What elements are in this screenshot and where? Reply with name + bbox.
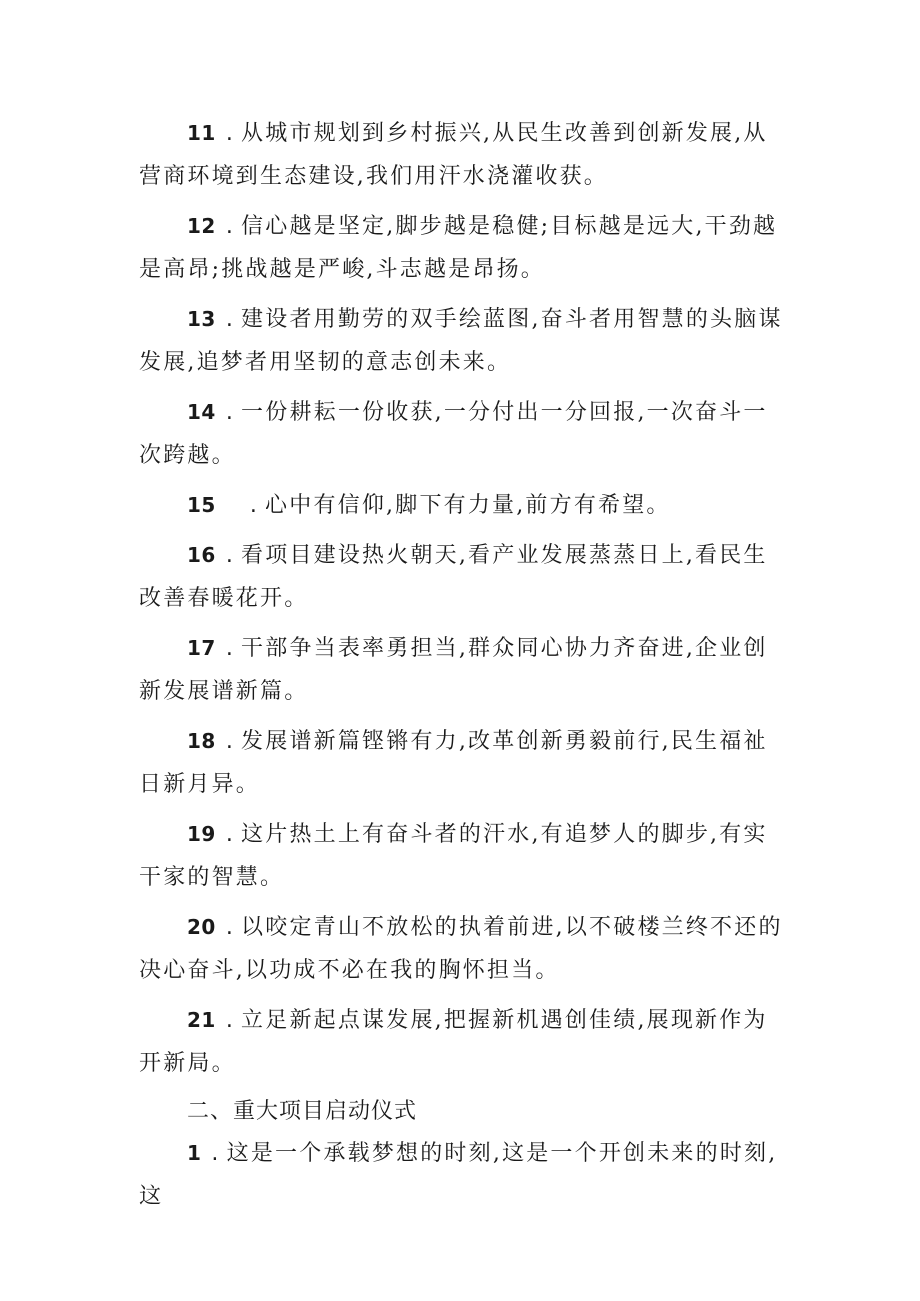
- item-separator: .: [225, 400, 236, 425]
- list-item-21: [139, 999, 791, 1085]
- item-separator: .: [225, 822, 236, 847]
- document-body: [139, 112, 791, 1225]
- list-item-15: [139, 484, 791, 527]
- item-text: 以咬定青山不放松的执着前进,以不破楼兰终不还的决心奋斗,以功成不必在我的胸怀担当。: [139, 915, 783, 983]
- list-item-13: [139, 298, 791, 384]
- item-text: 这片热土上有奋斗者的汗水,有追梦人的脚步,有实干家的智慧。: [139, 822, 768, 890]
- item-text: 这是一个承载梦想的时刻,这是一个开创未来的时刻,这: [139, 1141, 778, 1209]
- item-text: 发展谱新篇铿锵有力,改革创新勇毅前行,民生福祉日新月异。: [139, 729, 768, 797]
- item-separator: .: [225, 543, 236, 568]
- item-text: 心中有信仰,脚下有力量,前方有希望。: [265, 493, 671, 518]
- item-number: 16: [187, 543, 216, 567]
- item-number: 20: [187, 915, 216, 939]
- list-item-14: [139, 391, 791, 477]
- item-text: 立足新起点谋发展,把握新机遇创佳绩,展现新作为开新局。: [139, 1008, 768, 1076]
- item-number: 12: [187, 214, 216, 238]
- list-item-18: [139, 720, 791, 806]
- item-text: 一份耕耘一份收获,一分付出一分回报,一次奋斗一次跨越。: [139, 400, 768, 468]
- item-number: 15: [187, 493, 216, 517]
- list-item-11: [139, 112, 791, 198]
- item-number: 21: [187, 1008, 216, 1032]
- item-separator: .: [225, 636, 236, 661]
- item-number: 11: [187, 121, 216, 145]
- item-text: 看项目建设热火朝天,看产业发展蒸蒸日上,看民生改善春暖花开。: [139, 543, 768, 611]
- section-heading: 二、重大项目启动仪式: [187, 1099, 418, 1124]
- item-number: 18: [187, 729, 216, 753]
- item-separator: .: [225, 214, 236, 239]
- item-separator: .: [225, 915, 236, 940]
- item-text: 建设者用勤劳的双手绘蓝图,奋斗者用智慧的头脑谋发展,追梦者用坚韧的意志创未来。: [139, 307, 783, 375]
- item-text: 从城市规划到乡村振兴,从民生改善到创新发展,从营商环境到生态建设,我们用汗水浇灌收获。: [139, 121, 768, 189]
- item-number: 17: [187, 636, 216, 660]
- item-number: 13: [187, 307, 216, 331]
- list-item-12: [139, 205, 791, 291]
- item-number: 1: [187, 1141, 202, 1165]
- list-item-16: [139, 534, 791, 620]
- item-number: 19: [187, 822, 216, 846]
- item-text: 干部争当表率勇担当,群众同心协力齐奋进,企业创新发展谱新篇。: [139, 636, 768, 704]
- item-number: 14: [187, 400, 216, 424]
- item-separator: .: [225, 307, 236, 332]
- item-separator: .: [225, 1008, 236, 1033]
- list-item-19: [139, 813, 791, 899]
- item-text: 信心越是坚定,脚步越是稳健;目标越是远大,干劲越是高昂;挑战越是严峻,斗志越是昂扬。: [139, 214, 778, 282]
- item-separator: .: [249, 493, 260, 518]
- list-item-17: [139, 627, 791, 713]
- list-item-20: [139, 906, 791, 992]
- item-separator: .: [211, 1141, 221, 1166]
- item-separator: .: [225, 729, 236, 754]
- item-separator: .: [225, 121, 236, 146]
- section-list-item-1: [139, 1132, 791, 1218]
